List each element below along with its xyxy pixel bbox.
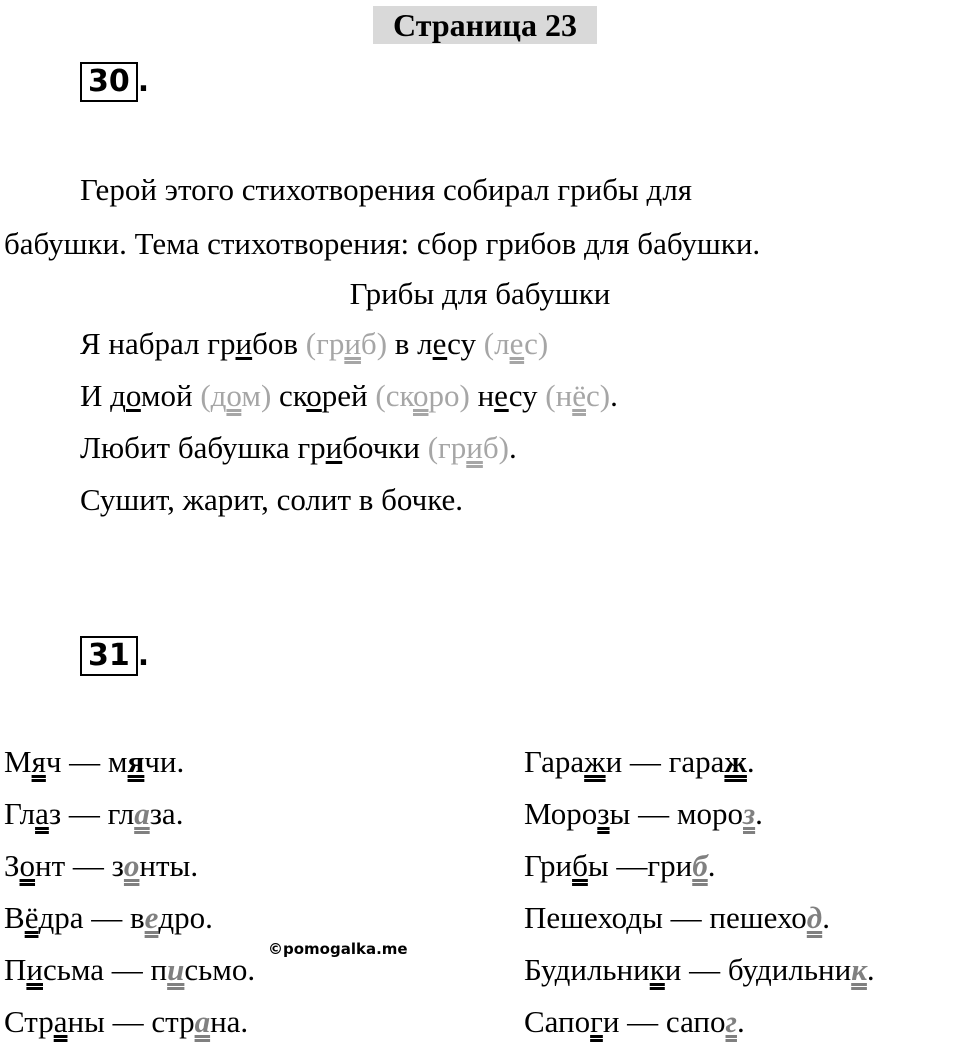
letter-mark: ё [24, 900, 39, 935]
task-number-30 [80, 62, 149, 102]
word-pair-row: Грибы —гриб. [524, 848, 716, 883]
task30-intro-line-1: Герой этого стихотворения собирал грибы для [80, 172, 693, 207]
task30-intro-line-2: бабушки. Тема стихотворения: сбор грибов для бабушки. [4, 226, 761, 261]
word-pair-row: Гаражи — гараж. [524, 744, 755, 779]
letter-mark: г [590, 1004, 603, 1039]
task-number-dot: . [137, 638, 150, 673]
word-pair-row: Будильники — будильник. [524, 952, 875, 987]
letter-mark: я [127, 744, 145, 779]
letter-mark: з [743, 796, 756, 831]
letter-mark: я [31, 744, 46, 779]
letter-mark: ж [584, 744, 606, 779]
task-number-dot: . [137, 64, 150, 99]
letter-mark: г [725, 1004, 737, 1039]
check-word: (лес) [483, 326, 549, 361]
check-word: (скоро) [375, 378, 470, 413]
check-word: (гриб) [427, 430, 509, 465]
word-pair-row: Страны — страна. [4, 1004, 249, 1039]
word-pair-row: Письма — письмо. [4, 952, 256, 987]
letter-mark: з [597, 796, 610, 831]
letter-mark: к [649, 952, 665, 987]
check-word: (гриб) [305, 326, 388, 361]
watermark: ©pomogalka.me [268, 940, 408, 958]
letter-mark: о [123, 848, 140, 883]
word-pair-row: Глаз — глаза. [4, 796, 184, 831]
letter-mark: о [19, 848, 36, 883]
poem-line-1: Я набрал грибов (гриб) в лесу (лес) [80, 326, 549, 361]
word-pair-row: Вёдра — ведро. [4, 900, 213, 935]
task-number-box: 31 [80, 636, 138, 676]
vowel-mark: е [494, 378, 509, 413]
letter-mark: е [144, 900, 159, 935]
letter-mark: и [167, 952, 185, 987]
letter-mark: к [851, 952, 867, 987]
letter-mark: ж [724, 744, 747, 779]
page-title: Страница 23 [373, 6, 597, 44]
check-word: (дом) [200, 378, 272, 413]
word-pair-row: Пешеходы — пешеход. [524, 900, 830, 935]
word-pair-row: Сапоги — сапог. [524, 1004, 745, 1039]
letter-mark: б [572, 848, 588, 883]
letter-mark: и [26, 952, 43, 987]
poem-title: Грибы для бабушки [349, 276, 611, 311]
letter-mark: д [626, 900, 643, 935]
letter-mark: а [194, 1004, 211, 1039]
check-word: (нёс) [545, 378, 611, 413]
letter-mark: д [806, 900, 823, 935]
vowel-mark: е [432, 326, 448, 361]
task-number-box: 30 [80, 62, 138, 102]
vowel-mark: о [306, 378, 322, 413]
poem-line-2: И домой (дом) скорей (скоро) несу (нёс). [80, 378, 618, 413]
word-pair-row: Зонт — зонты. [4, 848, 199, 883]
letter-mark: а [134, 796, 150, 831]
vowel-mark: и [325, 430, 343, 465]
letter-mark: б [692, 848, 708, 883]
word-pair-row: Морозы — мороз. [524, 796, 763, 831]
task-number-31 [80, 636, 149, 676]
letter-mark: а [53, 1004, 68, 1039]
word-pair-row: Мяч — мячи. [4, 744, 185, 779]
poem-line-3: Любит бабушка грибочки (гриб). [80, 430, 517, 465]
poem-line-4: Сушит, жарит, солит в бочке. [80, 482, 464, 517]
vowel-mark: и [235, 326, 253, 361]
letter-mark: а [35, 796, 49, 831]
vowel-mark: о [125, 378, 141, 413]
